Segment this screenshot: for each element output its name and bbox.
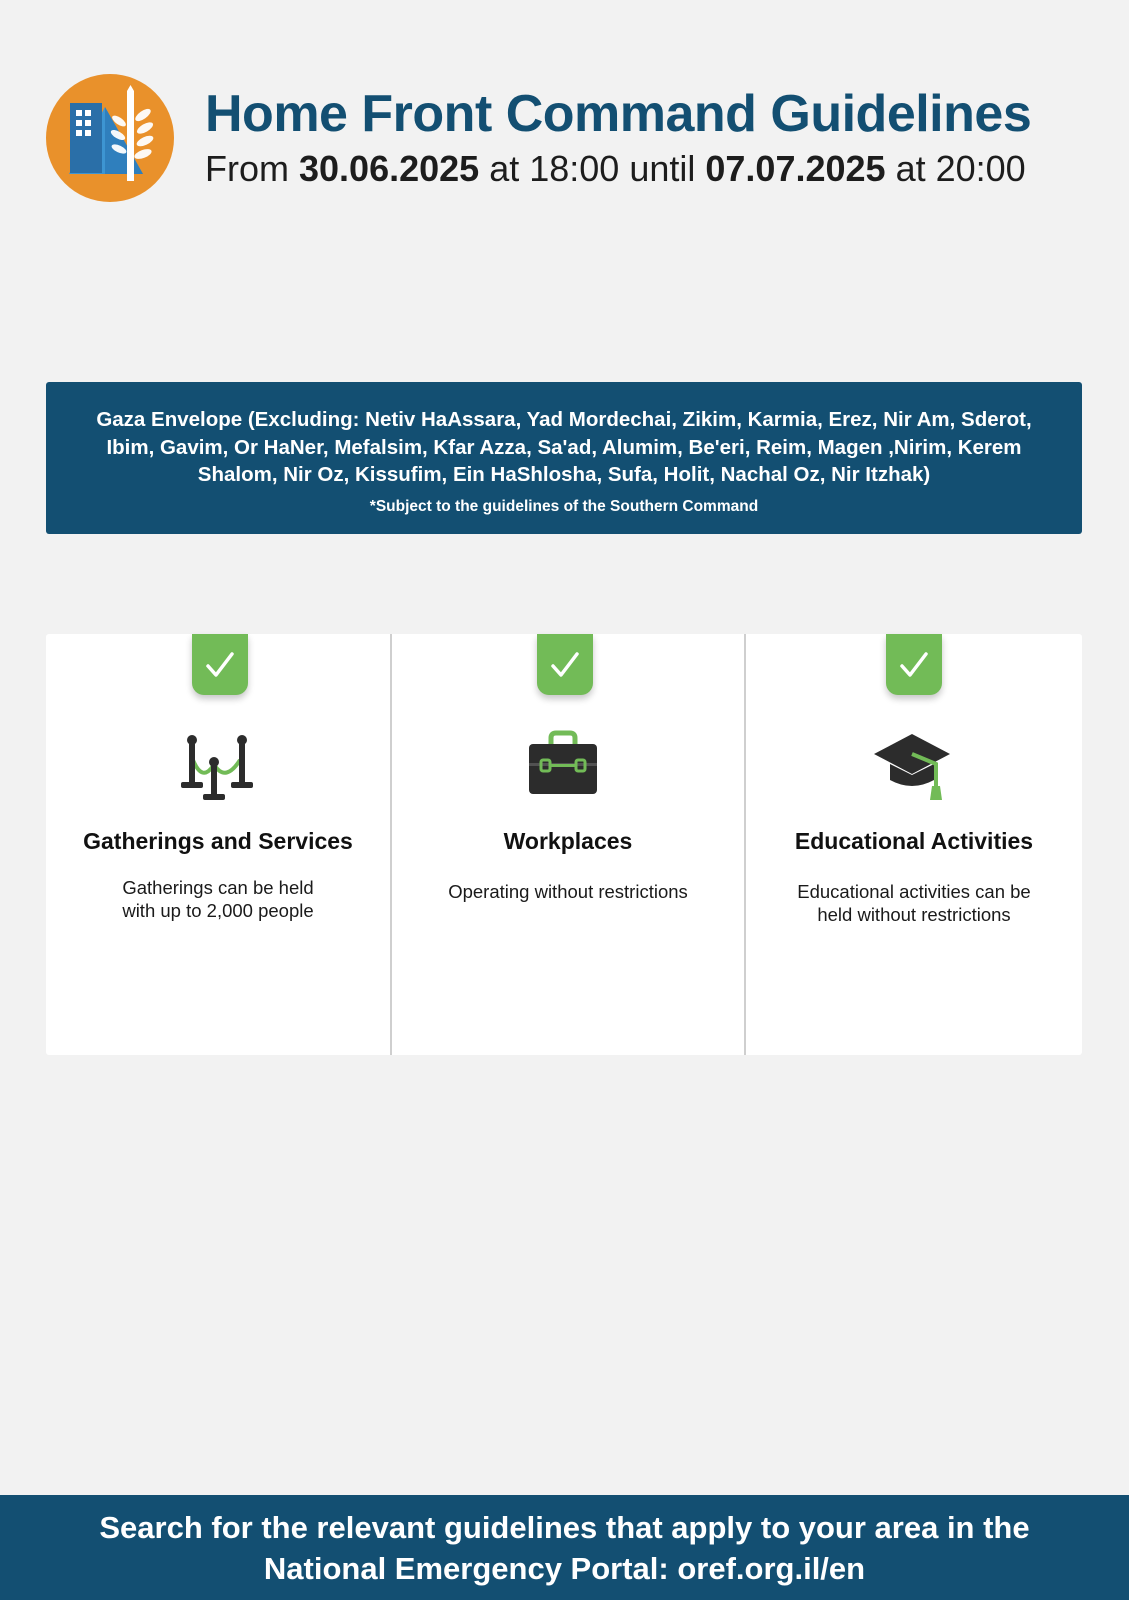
- description-line: Gatherings can be held: [122, 877, 314, 898]
- footer-banner: [0, 1495, 1129, 1600]
- card-description: [746, 880, 1082, 926]
- page-title: Home Front Command Guidelines: [205, 85, 1032, 143]
- check-icon: [886, 634, 942, 695]
- guideline-cards: [46, 634, 1082, 1055]
- date-from-label: From: [205, 148, 289, 189]
- date-range: [205, 148, 1026, 190]
- area-description: Gaza Envelope (Excluding: Netiv HaAssara, Yad Mordechai, Zikim, Karmia, Erez, Nir Am, Sderot, Ibim, Gavim, Or HaNer, Mefalsim, Kfar Azza, Sa'ad, Alumim, Be'eri, Reim, Magen ,Nirim, Kerem Shalom, Nir Oz, Kissufim, Ein HaShlosha, Sufa, Holit, Nachal Oz, Nir Itzhak): [96, 408, 1032, 486]
- footer-link-line[interactable]: National Emergency Portal: oref.org.il/en: [263, 1551, 866, 1586]
- card-title: Gatherings and Services: [83, 828, 353, 854]
- card-workplaces: [392, 634, 744, 1055]
- time-from: at 18:00 until: [489, 148, 696, 189]
- briefcase-icon: [527, 730, 599, 798]
- graduation-cap-icon: [872, 730, 952, 804]
- card-description: [392, 880, 744, 903]
- stanchion-icon: [178, 730, 258, 806]
- check-icon: [192, 634, 248, 695]
- home-front-command-logo: [45, 73, 175, 203]
- area-banner: [46, 382, 1082, 534]
- description-line: Educational activities can be: [797, 881, 1031, 902]
- card-title: Educational Activities: [794, 828, 1034, 854]
- card-gatherings: [46, 634, 390, 1055]
- description-line: held without restrictions: [817, 904, 1011, 925]
- card-title: Workplaces: [503, 828, 633, 854]
- card-educational: [746, 634, 1082, 1055]
- description-line: Operating without restrictions: [448, 881, 688, 902]
- check-icon: [537, 634, 593, 695]
- footer-line: Search for the relevant guidelines that apply to your area in the: [99, 1510, 1030, 1545]
- date-until: 07.07.2025: [705, 148, 886, 189]
- date-from: 30.06.2025: [299, 148, 480, 189]
- description-line: with up to 2,000 people: [122, 900, 314, 921]
- area-note: *Subject to the guidelines of the Southern Command: [369, 497, 759, 515]
- time-until: at 20:00: [895, 148, 1026, 189]
- card-description: [46, 876, 390, 922]
